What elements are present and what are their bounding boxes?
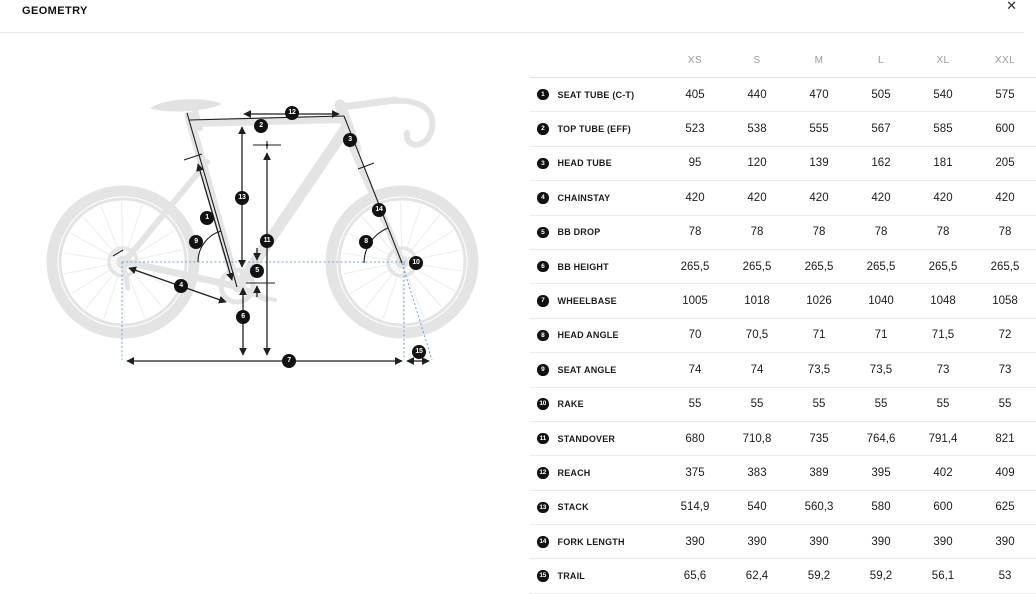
row-label: SEAT TUBE (C-T) [557, 89, 635, 100]
size-value: 420 [809, 191, 829, 204]
row-label-cell [530, 364, 664, 376]
diagram-marker-11: 11 [260, 234, 274, 248]
size-value: 55 [936, 398, 950, 411]
geometry-diagram [0, 0, 500, 400]
table-row [530, 422, 1036, 456]
size-value: 420 [995, 191, 1015, 204]
row-number-badge: 1 [537, 89, 549, 101]
size-value: 405 [685, 88, 705, 101]
size-value: 540 [933, 88, 953, 101]
diagram-marker-4: 4 [174, 279, 188, 293]
size-value: 560,3 [804, 501, 834, 514]
size-value: 791,4 [928, 432, 958, 445]
size-value: 59,2 [869, 570, 893, 583]
size-value: 575 [995, 88, 1015, 101]
table-header-row [530, 44, 1036, 78]
row-label-cell [530, 467, 664, 479]
size-value: 265,5 [990, 260, 1020, 273]
size-value: 78 [874, 226, 888, 239]
size-value: 567 [871, 123, 891, 136]
size-value: 389 [809, 466, 829, 479]
size-value: 73,5 [869, 363, 893, 376]
row-number-badge: 9 [537, 364, 549, 376]
size-value: 59,2 [807, 570, 831, 583]
table-row [530, 353, 1036, 387]
size-value: 71 [874, 329, 888, 342]
bike-diagram-svg [0, 0, 500, 400]
size-value: 710,8 [742, 432, 772, 445]
size-value: 409 [995, 466, 1015, 479]
row-number-badge: 11 [537, 433, 549, 445]
size-value: 265,5 [680, 260, 710, 273]
size-value: 265,5 [928, 260, 958, 273]
size-value: 73 [998, 363, 1012, 376]
row-label: SEAT ANGLE [557, 364, 617, 375]
size-value: 538 [747, 123, 767, 136]
row-number-badge: 8 [537, 330, 549, 342]
size-value: 78 [688, 226, 702, 239]
size-value: 55 [750, 398, 764, 411]
size-value: 505 [871, 88, 891, 101]
size-value: 1026 [806, 295, 832, 308]
size-value: 73 [936, 363, 950, 376]
size-value: 70 [688, 329, 702, 342]
size-value: 181 [933, 157, 953, 170]
geometry-table [530, 44, 1036, 594]
row-label-cell [530, 570, 664, 582]
table-row [530, 78, 1036, 112]
size-value: 383 [747, 466, 767, 479]
diagram-marker-1: 1 [200, 211, 214, 225]
row-label: REACH [557, 467, 591, 478]
size-value: 390 [685, 535, 705, 548]
row-label-cell [530, 158, 664, 170]
size-value: 65,6 [683, 570, 707, 583]
size-value: 139 [809, 157, 829, 170]
table-row [530, 147, 1036, 181]
size-value: 523 [685, 123, 705, 136]
row-label: WHEELBASE [557, 296, 617, 307]
size-value: 72 [998, 329, 1012, 342]
close-icon: ✕ [1006, 0, 1017, 13]
size-value: 74 [688, 363, 702, 376]
row-number-badge: 6 [537, 261, 549, 273]
size-value: 78 [998, 226, 1012, 239]
row-number-badge: 10 [537, 398, 549, 410]
row-number-badge: 4 [537, 192, 549, 204]
size-value: 73,5 [807, 363, 831, 376]
row-number-badge: 5 [537, 227, 549, 239]
size-value: 600 [933, 501, 953, 514]
row-label-cell [530, 123, 664, 135]
size-value: 420 [933, 191, 953, 204]
size-value: 600 [995, 123, 1015, 136]
size-value: 265,5 [804, 260, 834, 273]
row-number-badge: 14 [537, 536, 549, 548]
table-row [530, 525, 1036, 559]
row-label-cell [530, 227, 664, 239]
size-value: 764,6 [866, 432, 896, 445]
table-row [530, 112, 1036, 146]
diagram-marker-5: 5 [250, 264, 264, 278]
size-value: 390 [747, 535, 767, 548]
size-value: 390 [995, 535, 1015, 548]
row-label: RAKE [557, 399, 584, 410]
size-value: 540 [747, 501, 767, 514]
size-value: 735 [809, 432, 829, 445]
size-value: 395 [871, 466, 891, 479]
row-label-cell [530, 536, 664, 548]
size-value: 1040 [868, 295, 894, 308]
size-value: 205 [995, 157, 1015, 170]
row-number-badge: 13 [537, 502, 549, 514]
row-label-cell [530, 192, 664, 204]
diagram-marker-12: 12 [285, 106, 299, 120]
size-value: 420 [871, 191, 891, 204]
row-label: BB HEIGHT [557, 261, 609, 272]
size-value: 71,5 [931, 329, 955, 342]
size-value: 95 [688, 157, 702, 170]
size-column-header: XL [936, 55, 950, 66]
size-value: 55 [812, 398, 826, 411]
row-label: BB DROP [557, 227, 601, 238]
row-label: TRAIL [557, 571, 585, 582]
size-value: 420 [685, 191, 705, 204]
size-value: 120 [747, 157, 767, 170]
diagram-marker-15: 15 [412, 345, 426, 359]
size-value: 78 [812, 226, 826, 239]
size-value: 56,1 [931, 570, 955, 583]
size-value: 55 [998, 398, 1012, 411]
row-label: TOP TUBE (EFF) [557, 124, 631, 135]
row-number-badge: 7 [537, 295, 549, 307]
size-column-header: S [753, 55, 761, 66]
table-body [530, 78, 1036, 594]
diagram-marker-3: 3 [343, 133, 357, 147]
size-value: 821 [995, 432, 1015, 445]
row-number-badge: 2 [537, 123, 549, 135]
row-label-cell [530, 433, 664, 445]
row-number-badge: 12 [537, 467, 549, 479]
table-row [530, 319, 1036, 353]
size-value: 70,5 [745, 329, 769, 342]
size-column-header: M [814, 55, 824, 66]
row-number-badge: 3 [537, 158, 549, 170]
diagram-marker-9: 9 [189, 235, 203, 249]
size-value: 375 [685, 466, 705, 479]
table-row [530, 216, 1036, 250]
size-column-header: XXL [994, 55, 1016, 66]
row-label-cell [530, 89, 664, 101]
size-value: 390 [809, 535, 829, 548]
size-value: 402 [933, 466, 953, 479]
size-value: 585 [933, 123, 953, 136]
size-value: 580 [871, 501, 891, 514]
size-value: 162 [871, 157, 891, 170]
size-value: 78 [750, 226, 764, 239]
size-value: 390 [933, 535, 953, 548]
size-value: 390 [871, 535, 891, 548]
table-row [530, 388, 1036, 422]
size-value: 55 [874, 398, 888, 411]
diagram-marker-8: 8 [359, 235, 373, 249]
table-row [530, 456, 1036, 490]
row-label-cell [530, 398, 664, 410]
row-label: FORK LENGTH [557, 536, 625, 547]
size-value: 265,5 [742, 260, 772, 273]
size-value: 74 [750, 363, 764, 376]
diagram-marker-13: 13 [235, 191, 249, 205]
size-value: 420 [747, 191, 767, 204]
table-row [530, 284, 1036, 318]
row-label: STANDOVER [557, 433, 616, 444]
size-value: 470 [809, 88, 829, 101]
row-label: HEAD TUBE [557, 158, 612, 169]
size-value: 440 [747, 88, 767, 101]
diagram-marker-7: 7 [282, 354, 296, 368]
size-value: 1005 [682, 295, 708, 308]
row-label-cell [530, 330, 664, 342]
table-row [530, 491, 1036, 525]
size-value: 1018 [744, 295, 770, 308]
row-label: STACK [557, 502, 589, 513]
table-row [530, 559, 1036, 593]
size-value: 1058 [992, 295, 1018, 308]
size-value: 71 [812, 329, 826, 342]
size-value: 514,9 [680, 501, 710, 514]
table-row [530, 181, 1036, 215]
size-value: 62,4 [745, 570, 769, 583]
diagram-marker-6: 6 [236, 310, 250, 324]
diagram-marker-10: 10 [409, 256, 423, 270]
size-value: 680 [685, 432, 705, 445]
size-value: 265,5 [866, 260, 896, 273]
size-value: 625 [995, 501, 1015, 514]
diagram-marker-14: 14 [372, 203, 386, 217]
row-label: HEAD ANGLE [557, 330, 619, 341]
row-label-cell [530, 261, 664, 273]
close-button[interactable] [1004, 0, 1019, 14]
table-row [530, 250, 1036, 284]
size-value: 55 [688, 398, 702, 411]
diagram-marker-2: 2 [254, 119, 268, 133]
size-value: 555 [809, 123, 829, 136]
bike-silhouette [52, 99, 473, 333]
row-label: CHAINSTAY [557, 192, 611, 203]
row-number-badge: 15 [537, 570, 549, 582]
size-value: 78 [936, 226, 950, 239]
row-label-cell [530, 502, 664, 514]
size-column-header: XS [687, 55, 703, 66]
size-value: 53 [998, 570, 1012, 583]
row-label-cell [530, 295, 664, 307]
size-value: 1048 [930, 295, 956, 308]
page-title: GEOMETRY [22, 5, 88, 17]
size-column-header: L [878, 55, 884, 66]
